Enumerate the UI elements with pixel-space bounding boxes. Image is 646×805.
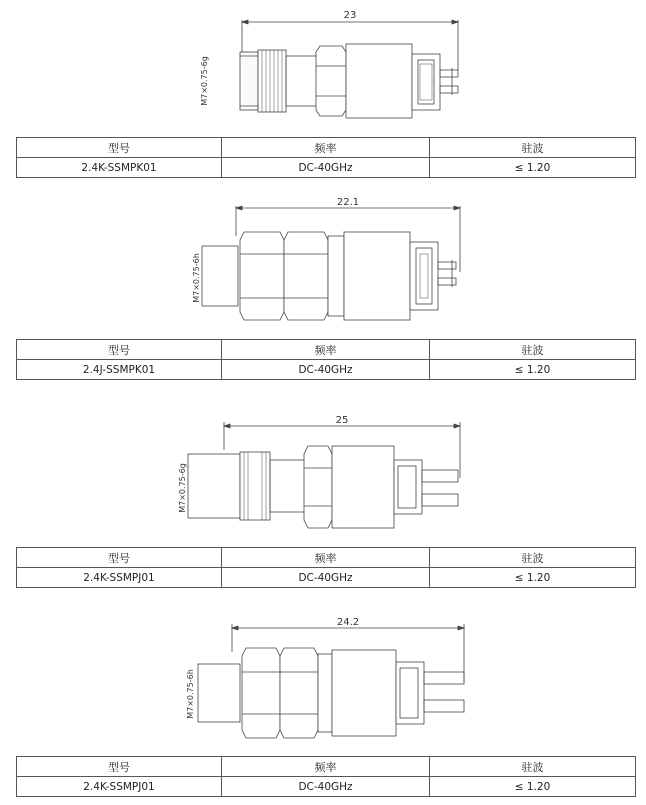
table-header-row <box>17 548 636 568</box>
cell-frequency: DC-40GHz <box>222 158 430 178</box>
table-row <box>17 360 636 380</box>
cell-vswr: ≤ 1.20 <box>430 777 636 797</box>
header-frequency: 频率 <box>222 340 430 360</box>
spec-table-4 <box>16 756 636 797</box>
header-frequency: 频率 <box>222 548 430 568</box>
header-vswr: 驻波 <box>430 340 636 360</box>
cell-frequency: DC-40GHz <box>222 568 430 588</box>
cell-model: 2.4J-SSMPK01 <box>17 360 222 380</box>
dimension-label: 24.2 <box>336 617 360 628</box>
dimension-label: 25 <box>335 415 349 426</box>
table-header-row <box>17 138 636 158</box>
table-row <box>17 568 636 588</box>
cell-vswr: ≤ 1.20 <box>430 360 636 380</box>
header-frequency: 频率 <box>222 138 430 158</box>
table-row <box>17 158 636 178</box>
thread-spec-label: M7×0.75-6h <box>192 253 201 303</box>
connector-drawing-3 <box>0 408 646 548</box>
thread-spec-label: M7×0.75-6g <box>200 56 209 106</box>
cell-model: 2.4K-SSMPK01 <box>17 158 222 178</box>
spec-table-3 <box>16 547 636 588</box>
table-header-row <box>17 757 636 777</box>
header-model: 型号 <box>17 757 222 777</box>
dimension-label: 23 <box>343 10 357 21</box>
thread-spec-label: M7×0.75-6g <box>178 463 187 513</box>
product-block-2 <box>0 192 646 382</box>
spec-table-1 <box>16 137 636 178</box>
cell-model: 2.4K-SSMPJ01 <box>17 568 222 588</box>
cell-vswr: ≤ 1.20 <box>430 568 636 588</box>
table-row <box>17 777 636 797</box>
table-header-row <box>17 340 636 360</box>
header-frequency: 频率 <box>222 757 430 777</box>
header-model: 型号 <box>17 548 222 568</box>
dimension-label: 22.1 <box>336 197 360 208</box>
product-block-1 <box>0 0 646 180</box>
connector-drawing-4 <box>0 612 646 757</box>
cell-frequency: DC-40GHz <box>222 777 430 797</box>
product-block-4 <box>0 612 646 805</box>
cell-frequency: DC-40GHz <box>222 360 430 380</box>
spec-table-2 <box>16 339 636 380</box>
header-model: 型号 <box>17 340 222 360</box>
product-block-3 <box>0 408 646 588</box>
header-vswr: 驻波 <box>430 548 636 568</box>
thread-spec-label: M7×0.75-6h <box>186 669 195 719</box>
connector-drawing-2 <box>0 192 646 337</box>
connector-drawing-1 <box>0 0 646 135</box>
cell-vswr: ≤ 1.20 <box>430 158 636 178</box>
cell-model: 2.4K-SSMPJ01 <box>17 777 222 797</box>
header-vswr: 驻波 <box>430 757 636 777</box>
header-model: 型号 <box>17 138 222 158</box>
header-vswr: 驻波 <box>430 138 636 158</box>
